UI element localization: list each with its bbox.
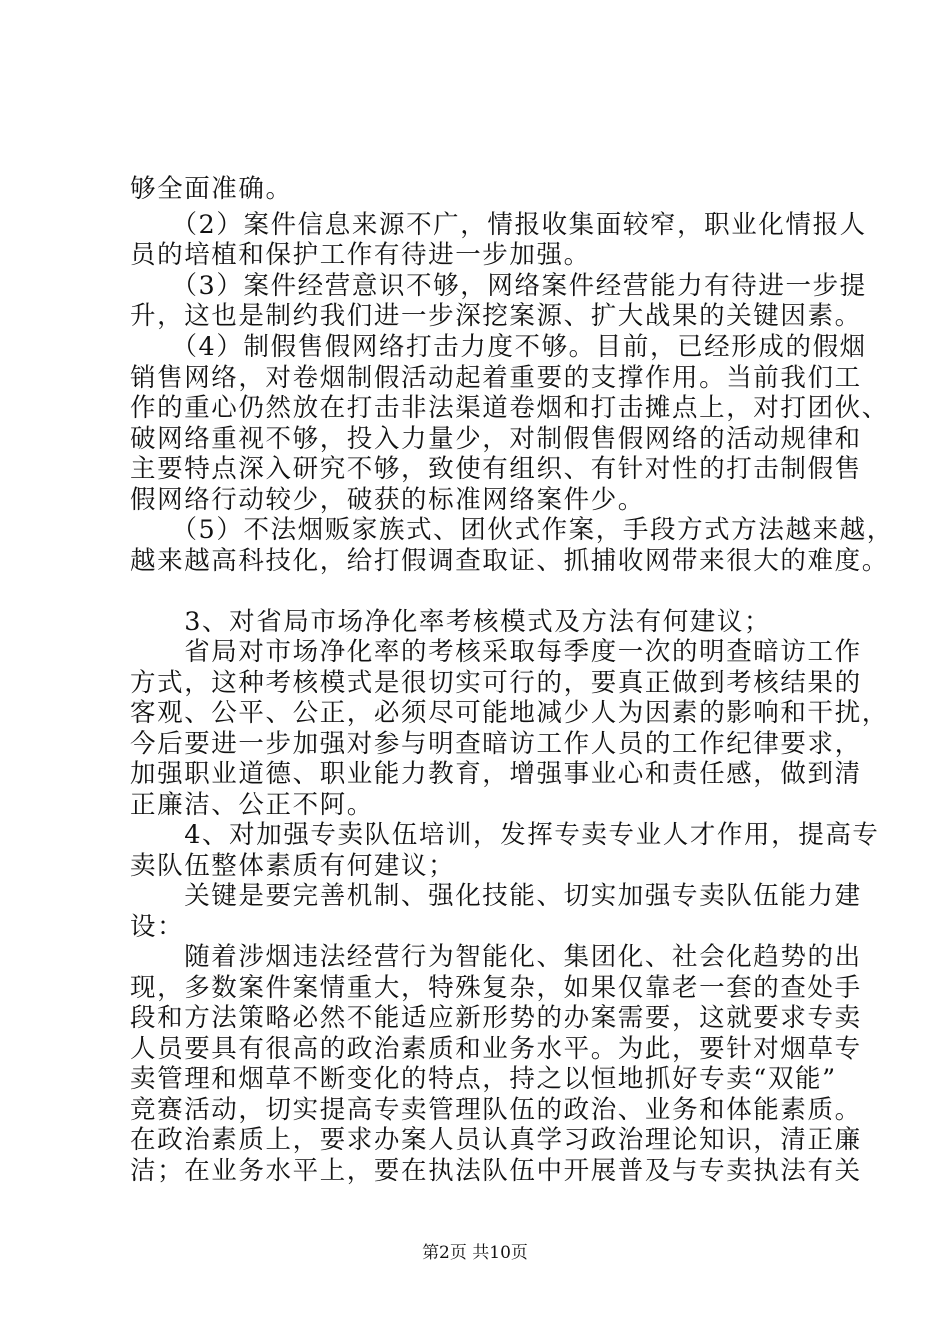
text-line: 随着涉烟违法经营行为智能化、集团化、社会化趋势的出	[130, 942, 862, 972]
text-line: 省局对市场净化率的考核采取每季度一次的明查暗访工作	[130, 637, 862, 667]
text-line: 4、对加强专卖队伍培训，发挥专卖专业人才作用，提高专	[130, 820, 880, 850]
text-line: 洁；在业务水平上，要在执法队伍中开展普及与专卖执法有关	[130, 1156, 862, 1186]
text-line: 越来越高科技化，给打假调查取证、抓捕收网带来很大的难度。	[130, 546, 889, 576]
text-line: 设：	[130, 912, 185, 942]
text-line: 人员要具有很高的政治素质和业务水平。为此，要针对烟草专	[130, 1034, 862, 1064]
text-line: 今后要进一步加强对参与明查暗访工作人员的工作纪律要求，	[130, 729, 862, 759]
text-line: 方式，这种考核模式是很切实可行的，要真正做到考核结果的	[130, 668, 862, 698]
text-line: 现，多数案件案情重大，特殊复杂，如果仅靠老一套的查处手	[130, 973, 862, 1003]
text-line: 客观、公平、公正，必须尽可能地减少人为因素的影响和干扰，	[130, 698, 889, 728]
text-line: 加强职业道德、职业能力教育，增强事业心和责任感，做到清	[130, 759, 862, 789]
text-line: 够全面准确。	[130, 174, 293, 204]
text-line: （4）制假售假网络打击力度不够。目前，已经形成的假烟	[130, 332, 867, 362]
text-line: 正廉洁、公正不阿。	[130, 790, 374, 820]
text-line: 在政治素质上，要求办案人员认真学习政治理论知识，清正廉	[130, 1125, 862, 1155]
page-footer: 第2页 共10页	[422, 1243, 528, 1263]
text-line: 升，这也是制约我们进一步深挖案源、扩大战果的关键因素。	[130, 301, 862, 331]
text-line: 员的培植和保护工作有待进一步加强。	[130, 240, 591, 270]
text-line: （3）案件经营意识不够，网络案件经营能力有待进一步提	[130, 271, 867, 301]
text-line: 销售网络，对卷烟制假活动起着重要的支撑作用。当前我们工	[130, 363, 862, 393]
text-line: 卖管理和烟草不断变化的特点，持之以恒地抓好专卖“双能”	[130, 1064, 837, 1094]
text-line: 段和方法策略必然不能适应新形势的办案需要，这就要求专卖	[130, 1003, 862, 1033]
text-line: 假网络行动较少，破获的标准网络案件少。	[130, 485, 645, 515]
text-line: 竞赛活动，切实提高专卖管理队伍的政治、业务和体能素质。	[130, 1095, 862, 1125]
text-line: 破网络重视不够，投入力量少，对制假售假网络的活动规律和	[130, 424, 862, 454]
text-line: 关键是要完善机制、强化技能、切实加强专卖队伍能力建	[130, 881, 862, 911]
text-line: 卖队伍整体素质有何建议；	[130, 851, 456, 881]
text-line: （2）案件信息来源不广，情报收集面较窄，职业化情报人	[130, 210, 867, 240]
text-line: 主要特点深入研究不够，致使有组织、有针对性的打击制假售	[130, 454, 862, 484]
text-line: 3、对省局市场净化率考核模式及方法有何建议；	[130, 607, 772, 637]
text-line: 作的重心仍然放在打击非法渠道卷烟和打击摊点上，对打团伙、	[130, 393, 889, 423]
text-line: （5）不法烟贩家族式、团伙式作案，手段方式方法越来越，	[130, 515, 894, 545]
